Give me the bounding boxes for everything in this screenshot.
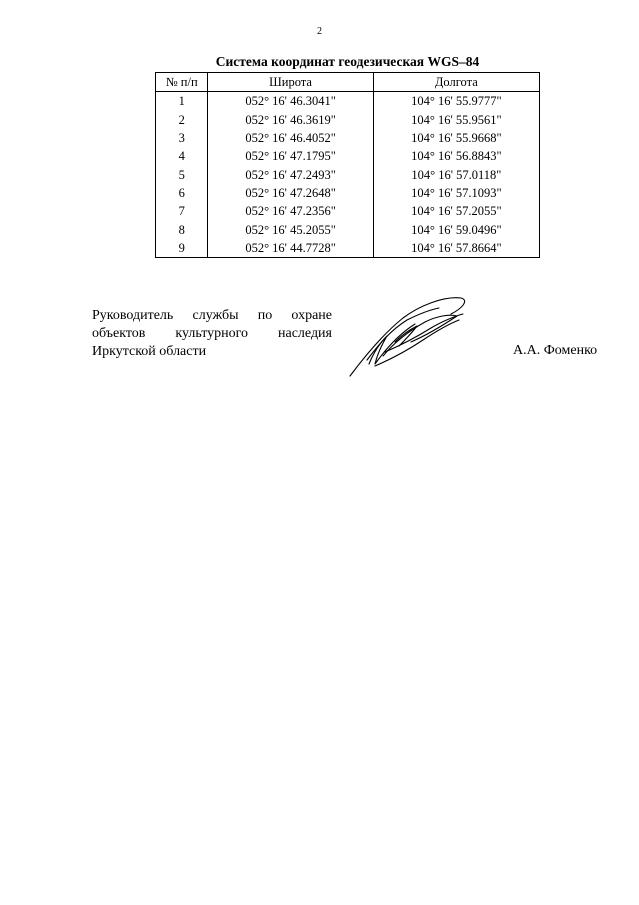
position-line: объектов культурного наследия (92, 326, 332, 341)
row-latitude: 052° 16' 47.2356" (208, 202, 373, 220)
table-row (156, 111, 540, 129)
row-number: 7 (156, 202, 208, 220)
table-row (156, 202, 540, 220)
signatory-position (92, 307, 332, 361)
row-number: 4 (156, 147, 208, 165)
row-number: 2 (156, 111, 208, 129)
row-latitude: 052° 16' 46.3041" (208, 92, 373, 111)
table-row (156, 184, 540, 202)
page-number: 2 (317, 26, 322, 37)
row-longitude: 104° 16' 57.0118" (373, 165, 539, 183)
handwritten-signature (345, 294, 475, 380)
row-latitude: 052° 16' 47.2493" (208, 165, 373, 183)
table-header-row (156, 73, 540, 92)
row-number: 3 (156, 129, 208, 147)
row-number: 6 (156, 184, 208, 202)
row-longitude: 104° 16' 57.1093" (373, 184, 539, 202)
table-row (156, 220, 540, 238)
table-row (156, 165, 540, 183)
table-row (156, 92, 540, 111)
row-number: 5 (156, 165, 208, 183)
table-title: Система координат геодезическая WGS–84 (215, 54, 480, 69)
row-number: 8 (156, 220, 208, 238)
signatory-name: А.А. Фоменко (513, 343, 598, 358)
row-longitude: 104° 16' 55.9668" (373, 129, 539, 147)
table-row (156, 147, 540, 165)
row-latitude: 052° 16' 46.3619" (208, 111, 373, 129)
position-line: Руководитель службы по охране (92, 308, 332, 323)
table-row (156, 129, 540, 147)
row-latitude: 052° 16' 47.2648" (208, 184, 373, 202)
header-latitude: Широта (208, 73, 373, 92)
row-latitude: 052° 16' 44.7728" (208, 239, 373, 258)
row-number: 1 (156, 92, 208, 111)
row-longitude: 104° 16' 59.0496" (373, 220, 539, 238)
table-row (156, 239, 540, 258)
position-line: Иркутской области (92, 344, 207, 359)
coordinates-table (155, 72, 540, 258)
row-latitude: 052° 16' 47.1795" (208, 147, 373, 165)
row-longitude: 104° 16' 55.9777" (373, 92, 539, 111)
row-longitude: 104° 16' 57.8664" (373, 239, 539, 258)
row-longitude: 104° 16' 55.9561" (373, 111, 539, 129)
header-longitude: Долгота (373, 73, 539, 92)
row-latitude: 052° 16' 46.4052" (208, 129, 373, 147)
row-longitude: 104° 16' 57.2055" (373, 202, 539, 220)
row-number: 9 (156, 239, 208, 258)
row-longitude: 104° 16' 56.8843" (373, 147, 539, 165)
header-number: № п/п (156, 73, 208, 92)
row-latitude: 052° 16' 45.2055" (208, 220, 373, 238)
